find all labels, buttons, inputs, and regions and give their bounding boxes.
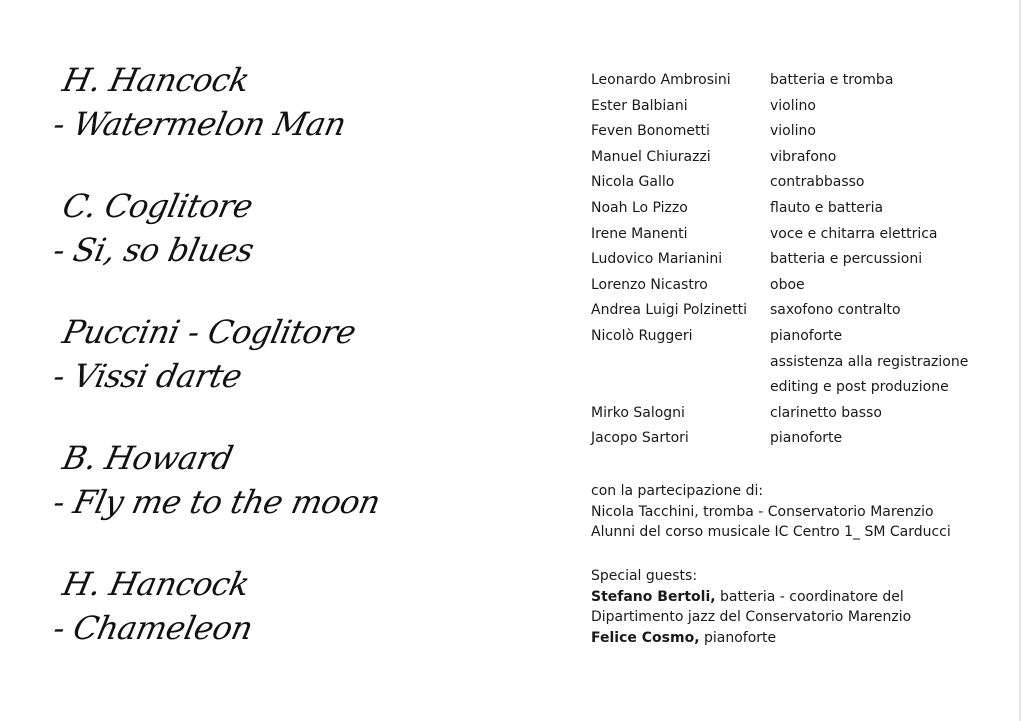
roster-row [591, 170, 1011, 196]
roster-row [591, 247, 1011, 273]
participation-heading: con la partecipazione di: [591, 483, 764, 499]
guests-heading: Special guests: [591, 568, 698, 584]
performer-name: Feven Bonometti [591, 123, 710, 140]
roster-row [591, 298, 1011, 324]
song-composer: B. Howard [59, 439, 237, 477]
performer-name: Ester Balbiani [591, 97, 688, 114]
participation-line: Alunni del corso musicale IC Centro 1_ SM Carducci [591, 524, 951, 540]
roster-row [591, 94, 1011, 120]
performer-role: contrabbasso [770, 174, 865, 191]
performer-roster [591, 68, 1011, 452]
roster-row [591, 145, 1011, 171]
roster-row [591, 426, 1011, 452]
performer-role: oboe [770, 276, 805, 293]
performer-role: vibrafono [770, 148, 837, 165]
performer-name: Jacopo Sartori [591, 430, 689, 447]
roster-row [591, 375, 1011, 401]
performer-name [591, 350, 770, 376]
roster-row [591, 350, 1011, 376]
song-item [41, 436, 488, 562]
guest-description: batteria - coordinatore del [715, 588, 904, 605]
performer-role: saxofono contralto [770, 302, 901, 319]
song-title: - Vissi darte [49, 357, 246, 395]
song-composer: H. Hancock [59, 565, 253, 603]
performer-name: Leonardo Ambrosini [591, 72, 731, 88]
performer-name: Noah Lo Pizzo [591, 199, 688, 216]
performer-role: pianoforte [770, 430, 843, 447]
song-composer: H. Hancock [59, 61, 253, 99]
song-title: - Chameleon [49, 609, 256, 647]
song-composer: C. Coglitore [59, 187, 257, 225]
page-edge-divider [1019, 0, 1021, 721]
roster-row [591, 68, 1011, 94]
song-composer: Puccini - Coglitore [59, 313, 360, 351]
participation-line: Nicola Tacchini, tromba - Conservatorio Marenzio [591, 503, 934, 520]
song-item [41, 58, 488, 184]
song-title: - Watermelon Man [49, 105, 350, 143]
special-guests-block [591, 566, 1011, 648]
performer-role: clarinetto basso [770, 404, 882, 421]
performer-name: Ludovico Marianini [591, 251, 723, 268]
song-title: - Fly me to the moon [49, 483, 384, 521]
guest-name: Felice Cosmo, [591, 629, 700, 646]
song-item [41, 184, 488, 310]
song-title: - Si, so blues [49, 231, 258, 269]
performer-role: assistenza alla registrazione [770, 353, 969, 370]
guest-description-continued: Dipartimento jazz del Conservatorio Marenzio [591, 609, 912, 625]
performer-role: batteria e tromba [770, 72, 894, 88]
guest-description: pianoforte [699, 629, 777, 646]
guest-line [591, 587, 1011, 608]
guest-name: Stefano Bertoli, [591, 588, 716, 605]
song-item [41, 310, 488, 436]
participation-block [591, 481, 1011, 543]
performer-name: Irene Manenti [591, 225, 688, 242]
performer-role: violino [770, 97, 816, 114]
song-item [41, 562, 488, 688]
roster-row [591, 119, 1011, 145]
song-list [49, 58, 488, 688]
performer-name: Mirko Salogni [591, 404, 685, 421]
roster-row [591, 401, 1011, 427]
performer-name [591, 375, 770, 401]
performer-name: Nicola Gallo [591, 174, 675, 191]
performer-role: editing e post produzione [770, 379, 949, 396]
performer-name: Lorenzo Nicastro [591, 276, 708, 293]
performer-role: flauto e batteria [770, 199, 884, 216]
performer-role: batteria e percussioni [770, 251, 923, 268]
roster-row [591, 324, 1011, 350]
performer-role: voce e chitarra elettrica [770, 225, 938, 242]
performer-role: violino [770, 123, 816, 140]
performer-name: Manuel Chiurazzi [591, 148, 711, 165]
roster-row [591, 273, 1011, 299]
roster-row [591, 222, 1011, 248]
roster-row [591, 196, 1011, 222]
guest-line [591, 628, 1011, 649]
performer-name: Andrea Luigi Polzinetti [591, 302, 747, 319]
performer-role: pianoforte [770, 327, 843, 344]
performer-name: Nicolò Ruggeri [591, 327, 693, 344]
